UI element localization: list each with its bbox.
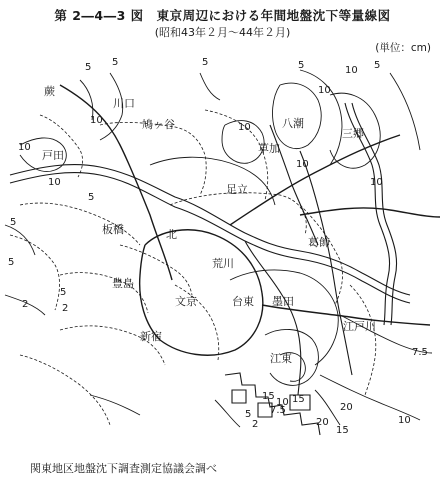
place-label-hatogaya: 鳩ヶ谷 <box>142 118 175 131</box>
place-label-warabi: 蕨 <box>44 85 55 98</box>
contour-10-southeast <box>320 375 420 420</box>
place-label-sumida: 墨田 <box>272 295 294 308</box>
contour-5-southwest <box>90 395 140 415</box>
contour-label-5-h: 5 <box>60 287 67 298</box>
place-labels <box>42 84 376 365</box>
contour-label-10-a: 10 <box>18 142 31 153</box>
contour-label-20-b: 20 <box>316 417 329 428</box>
subsidence-contour-map <box>0 55 445 455</box>
place-label-soka: 草加 <box>258 142 280 155</box>
source-note: 関東地区地盤沈下調査測定協議会調べ <box>30 462 217 475</box>
contour-label-5-a: 5 <box>85 62 92 73</box>
contour-label-10-c: 10 <box>238 122 251 133</box>
contour-label-2-a: 2 <box>62 303 69 314</box>
place-label-toda: 戸田 <box>42 149 64 162</box>
contour-label-5-j: 5 <box>8 257 15 268</box>
contour-5-east <box>390 73 420 150</box>
contour-10-adachi <box>150 157 275 205</box>
nakagawa-river <box>300 151 352 375</box>
contour-label-5-g: 5 <box>88 192 95 203</box>
contour-label-2-b: 2 <box>252 419 259 430</box>
contour-lines <box>5 70 432 427</box>
contour-10-yashio <box>273 83 322 148</box>
contour-label-15-c: 15 <box>336 425 349 436</box>
boundary-kawaguchi <box>100 122 206 195</box>
contour-label-15-a: 15 <box>292 394 305 405</box>
boundary-toshima <box>60 273 148 313</box>
contour-10-central <box>230 270 338 365</box>
contour-value-labels <box>8 57 428 436</box>
boundary-adachi <box>170 193 306 235</box>
boundary-west <box>10 235 60 310</box>
contour-label-5-e: 5 <box>374 60 381 71</box>
contour-label-5-i: 5 <box>245 409 252 420</box>
contour-label-7-5-b: 7.5 <box>270 405 286 416</box>
place-label-koto: 江東 <box>270 352 292 365</box>
place-label-bunkyo: 文京 <box>175 295 197 308</box>
figure-title: 第 2―4―3 図 東京周辺における年間地盤沈下等量線図 <box>54 8 391 23</box>
tohoku-line <box>60 85 172 280</box>
arakawa-river-north-bank <box>10 165 410 295</box>
place-label-adachi: 足立 <box>226 183 248 196</box>
contour-label-5-b: 5 <box>112 57 119 68</box>
place-label-edogawa: 江戸川 <box>343 320 376 333</box>
place-label-arakawa: 荒川 <box>212 257 234 270</box>
place-label-yashio: 八潮 <box>282 117 304 130</box>
contour-label-10-i: 10 <box>398 415 411 426</box>
contour-5-west <box>5 225 35 255</box>
place-label-itabashi: 板橋 <box>102 223 124 236</box>
contour-label-10-b: 10 <box>90 115 103 126</box>
unit-label: (単位：cm) <box>375 42 431 54</box>
contour-label-20-a: 20 <box>340 402 353 413</box>
contour-label-10-f: 10 <box>296 159 309 170</box>
contour-label-10-g: 10 <box>370 177 383 188</box>
contour-2-south <box>215 400 240 427</box>
keiyo-road <box>300 208 440 217</box>
boundary-southwest <box>20 355 110 425</box>
arakawa-river-south-bank <box>10 173 410 303</box>
contour-label-10-h: 10 <box>48 177 61 188</box>
contour-label-15-b: 15 <box>262 391 275 402</box>
contour-label-5-f: 5 <box>10 217 17 228</box>
figure-subtitle: (昭和43年２月～44年２月) <box>154 26 291 39</box>
contour-label-2-c: 2 <box>22 299 29 310</box>
contour-label-10-e: 10 <box>345 65 358 76</box>
contour-5-north-b <box>200 73 220 100</box>
contour-label-7-5-a: 7.5 <box>412 347 428 358</box>
place-label-toshima: 豊島 <box>112 277 134 290</box>
place-label-kita: 北 <box>166 228 177 241</box>
boundary-edogawa <box>350 285 376 395</box>
boundary-warabi <box>40 115 83 177</box>
rivers <box>10 103 410 395</box>
place-label-katsushika: 葛飾 <box>308 236 330 249</box>
place-label-kawaguchi-north: 川口 <box>113 97 135 110</box>
place-label-misato: 三郷 <box>342 127 364 140</box>
contour-label-5-c: 5 <box>202 57 209 68</box>
place-label-shinjuku: 新宿 <box>140 330 162 343</box>
bay-coastline <box>225 373 320 435</box>
contour-label-10-j: 10 <box>276 397 289 408</box>
place-label-taito: 台東 <box>232 295 254 308</box>
contour-label-5-d: 5 <box>298 60 305 71</box>
sumida-river <box>245 241 301 395</box>
contour-label-10-d: 10 <box>318 85 331 96</box>
reclaimed-block-a <box>232 390 246 403</box>
